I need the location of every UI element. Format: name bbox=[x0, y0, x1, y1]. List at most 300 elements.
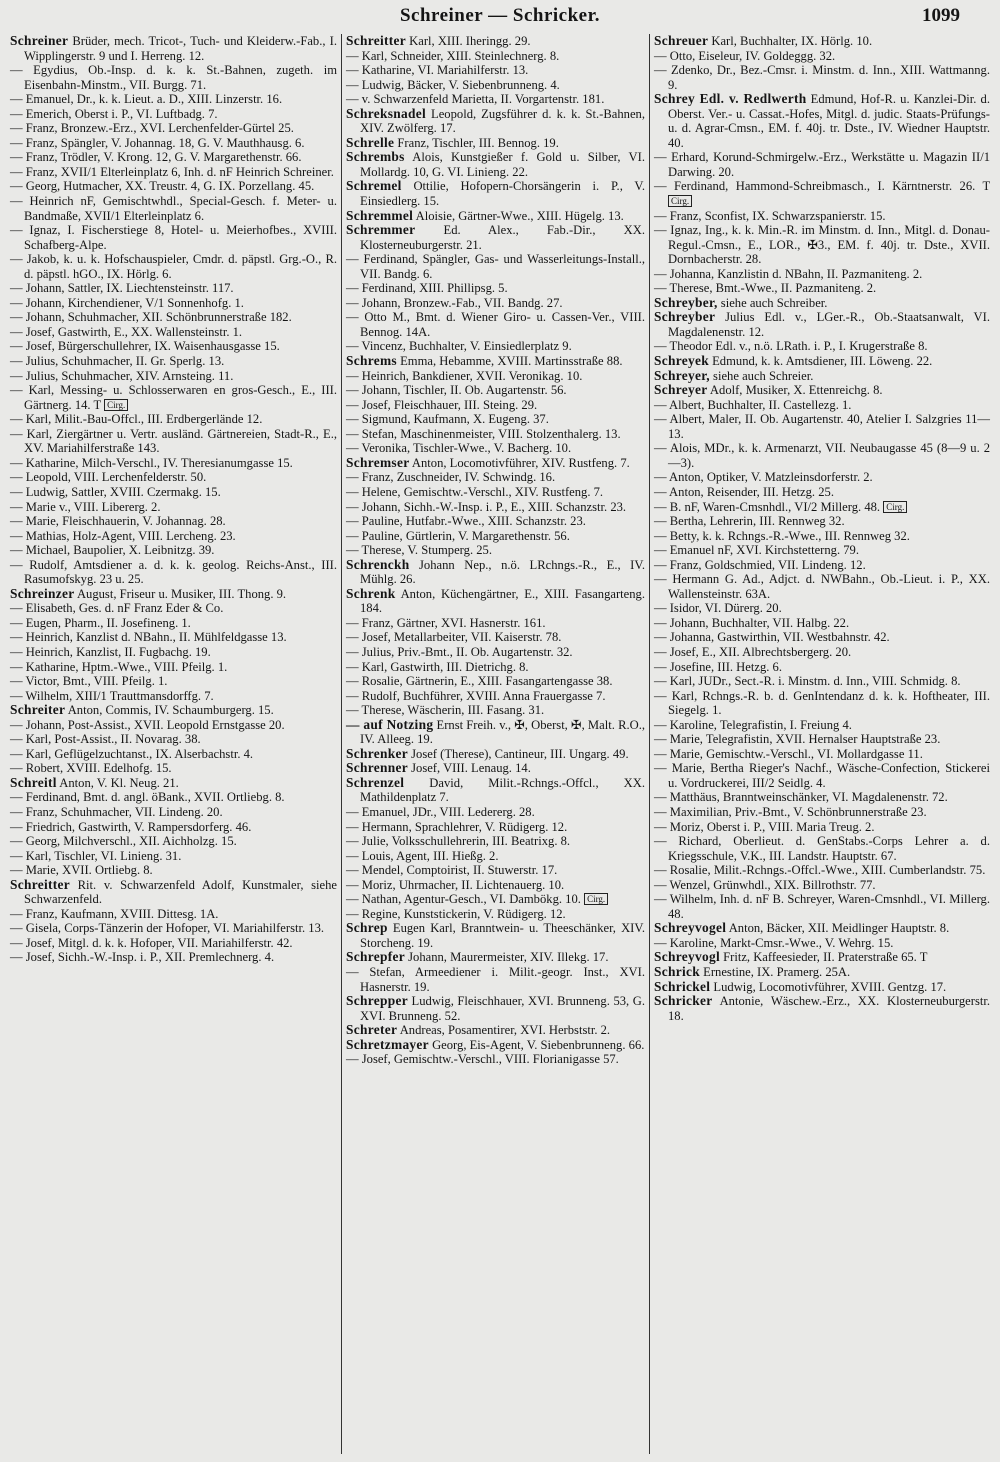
entry-text: — Johann, Sattler, IX. Liechtensteinstr. 117. bbox=[10, 281, 234, 296]
entry-text: — Ludwig, Bäcker, V. Siebenbrunneng. 4. bbox=[346, 77, 560, 92]
entry-text: — Ignaz, I. Fischerstiege 8, Hotel- u. Meierhofbes., XVIII. Schafberg-Alpe. bbox=[10, 223, 337, 252]
entry-text: — Heinrich, Kanzlist, II. Fugbachg. 19. bbox=[10, 644, 211, 659]
directory-entry bbox=[346, 834, 645, 849]
directory-entry bbox=[346, 354, 645, 369]
directory-entry bbox=[10, 820, 337, 835]
entry-surname: Schrick bbox=[654, 964, 700, 979]
directory-entry bbox=[654, 820, 990, 835]
directory-entry bbox=[654, 354, 990, 369]
entry-text: — Heinrich nF, Gemischtwhdl., Special-Gesch. f. Meter- u. Bandmaße, XVII/1 Elterleinplatz 6. bbox=[10, 194, 337, 223]
directory-entry bbox=[346, 383, 645, 398]
directory-entry bbox=[10, 427, 337, 456]
entry-text: — B. nF, Waren-Cmsnhdl., VI/2 Millerg. 48. bbox=[654, 499, 881, 514]
directory-entry bbox=[10, 194, 337, 223]
directory-entry bbox=[654, 936, 990, 951]
directory-entry bbox=[10, 849, 337, 864]
cirg-badge: Cirg. bbox=[104, 399, 128, 411]
directory-entry bbox=[10, 136, 337, 151]
directory-entry bbox=[346, 441, 645, 456]
entry-text: Ottilie, Hofopern-Chorsängerin i. P., V. Einsiedlerg. 15. bbox=[360, 179, 645, 209]
entry-text: — Otto M., Bmt. d. Wiener Giro- u. Cassen-Ver., VIII. Bennog. 14A. bbox=[346, 310, 645, 339]
entry-text: — Franz, Gärtner, XVI. Hasnerstr. 161. bbox=[346, 615, 546, 630]
directory-entry bbox=[10, 165, 337, 180]
entry-text: — Karoline, Telegrafistin, I. Freiung 4. bbox=[654, 717, 852, 732]
entry-text: — Julius, Schuhmacher, II. Gr. Sperlg. 13. bbox=[10, 354, 225, 369]
entry-text: Ernst Freih. v., ✠, Oberst, ✠, Malt. R.O., IV. Alleeg. 19. bbox=[360, 717, 646, 747]
entry-text: Edmund, Hof-R. u. Kanzlei-Dir. d. Oberst. Ver.- u. Cassat.-Hofes, Mitgl. d. judic. Staats-Prüfungs- u. d. Agrar-Cmsn., EM. f. 40j. tr. Dste., IV. Wiedner Hauptstr. 40. bbox=[668, 92, 990, 150]
page-number: 1099 bbox=[922, 5, 960, 26]
directory-entry bbox=[346, 747, 645, 762]
entry-text: — Hermann G. Ad., Adjct. d. NWBahn., Ob.-Lieut. i. P., XX. Wallensteinstr. 63A. bbox=[654, 572, 990, 601]
entry-text: — Marie, Bertha Rieger's Nachf., Wäsche-Confection, Stickerei u. Vordruckerei, III/2 Seidlg. 4. bbox=[654, 761, 990, 790]
page-header bbox=[0, 0, 1000, 34]
directory-entry bbox=[10, 281, 337, 296]
entry-surname: Schremmel bbox=[346, 207, 414, 223]
directory-entry bbox=[346, 456, 645, 471]
entry-surname: Schremmer bbox=[346, 222, 416, 238]
directory-entry bbox=[10, 878, 337, 907]
entry-surname: Schreitl bbox=[10, 774, 57, 790]
entry-text: — Karl, Schneider, XIII. Steinlechnerg. 8. bbox=[346, 48, 560, 63]
entry-text: — Johanna, Kanzlistin d. NBahn, II. Pazmaniteng. 2. bbox=[654, 266, 923, 281]
directory-entry bbox=[346, 1023, 645, 1038]
directory-entry bbox=[10, 863, 337, 878]
directory-entry bbox=[346, 529, 645, 544]
entry-text: — Johann, Post-Assist., XVII. Leopold Ernstgasse 20. bbox=[10, 717, 285, 732]
entry-text: — Stefan, Armeediener i. Milit.-geogr. Inst., XVI. Hasnerstr. 19. bbox=[346, 965, 645, 994]
directory-entry bbox=[10, 921, 337, 936]
entry-text: — Bertha, Lehrerin, III. Rennweg 32. bbox=[654, 514, 845, 529]
running-title: Schreiner — Schricker. bbox=[399, 5, 601, 26]
directory-columns bbox=[6, 34, 994, 1454]
entry-text: Antonie, Wäschew.-Erz., XX. Klosterneuburgerstr. 18. bbox=[668, 994, 990, 1023]
entry-surname: Schrelle bbox=[346, 134, 395, 150]
directory-entry bbox=[346, 296, 645, 311]
entry-text: — Robert, XVIII. Edelhofg. 15. bbox=[10, 761, 172, 776]
directory-entry bbox=[346, 761, 645, 776]
entry-text: Franz, Tischler, III. Bennog. 19. bbox=[394, 135, 559, 150]
directory-entry bbox=[654, 92, 990, 150]
entry-surname: Schrey Edl. v. Redlwerth bbox=[654, 91, 807, 107]
column-2 bbox=[342, 34, 650, 1454]
entry-text: — Karl, Tischler, VI. Linieng. 31. bbox=[10, 848, 182, 863]
directory-entry bbox=[346, 674, 645, 689]
entry-text: — Julie, Volksschullehrerin, III. Beatrixg. 8. bbox=[346, 834, 571, 849]
entry-text: — Richard, Oberlieut. d. GenStabs.-Corps Lehrer a. d. Kriegsschule, V.K., III. Landstr. Hauptstr. 67. bbox=[654, 834, 990, 863]
entry-text: — Albert, Buchhalter, II. Castellezg. 1. bbox=[654, 397, 852, 412]
entry-surname: Schreiner bbox=[10, 34, 69, 48]
directory-entry bbox=[10, 456, 337, 471]
entry-text: — Matthäus, Branntweinschänker, VI. Magdalenenstr. 72. bbox=[654, 790, 948, 805]
directory-entry bbox=[10, 834, 337, 849]
directory-entry bbox=[346, 209, 645, 224]
directory-entry bbox=[654, 383, 990, 398]
directory-entry bbox=[10, 325, 337, 340]
directory-entry bbox=[10, 907, 337, 922]
directory-entry bbox=[654, 805, 990, 820]
directory-entry bbox=[10, 485, 337, 500]
entry-text: — Stefan, Maschinenmeister, VIII. Stolzenthalerg. 13. bbox=[346, 426, 621, 441]
directory-entry bbox=[654, 732, 990, 747]
directory-entry bbox=[10, 747, 337, 762]
cirg-badge: Cirg. bbox=[668, 195, 692, 207]
entry-text: — Johanna, Gastwirthin, VII. Westbahnstr. 42. bbox=[654, 630, 890, 645]
directory-entry bbox=[10, 150, 337, 165]
entry-text: — Ferdinand, Spängler, Gas- und Wasserleitungs-Install., VII. Bandg. 6. bbox=[346, 252, 645, 281]
entry-text: — Egydius, Ob.-Insp. d. k. k. St.-Bahnen, zugeth. im Eisenbahn-Minstm., VII. Burgg. 71. bbox=[10, 63, 337, 92]
directory-entry bbox=[654, 878, 990, 893]
directory-entry bbox=[346, 703, 645, 718]
entry-surname: — auf Notzing bbox=[346, 716, 434, 732]
directory-entry bbox=[654, 965, 990, 980]
entry-text: — Moriz, Oberst i. P., VIII. Maria Treug. 2. bbox=[654, 819, 875, 834]
directory-entry bbox=[10, 252, 337, 281]
entry-text: — Wilhelm, Inh. d. nF B. Schreyer, Waren-Cmsnhdl., VI. Millerg. 48. bbox=[654, 892, 990, 921]
directory-entry bbox=[654, 369, 990, 384]
entry-text: — Karl, Milit.-Bau-Offcl., III. Erdbergerlände 12. bbox=[10, 412, 263, 427]
entry-text: — Franz, Spängler, V. Johannag. 18, G. V. Mauthhausg. 6. bbox=[10, 135, 305, 150]
entry-text: — Rudolf, Amtsdiener a. d. k. k. geolog. Reichs-Anst., III. Rasumofskyg. 23 u. 25. bbox=[10, 557, 337, 587]
directory-entry bbox=[346, 252, 645, 281]
directory-entry bbox=[654, 660, 990, 675]
entry-text: — Ludwig, Sattler, XVIII. Czermakg. 15. bbox=[10, 484, 221, 499]
entry-text: Anton, Locomotivführer, XIV. Rustfeng. 7. bbox=[409, 455, 630, 470]
entry-surname: Schrembs bbox=[346, 149, 405, 165]
entry-text: — Karl, Geflügelzuchtanst., IX. Alserbachstr. 4. bbox=[10, 746, 254, 761]
entry-text: — Veronika, Tischler-Wwe., V. Bacherg. 10. bbox=[346, 441, 572, 456]
entry-text: Georg, Eis-Agent, V. Siebenbrunneng. 66. bbox=[428, 1037, 645, 1052]
entry-text: — Marie, XVII. Ortliebg. 8. bbox=[10, 863, 153, 878]
entry-text: Johann, Maurermeister, XIV. Illekg. 17. bbox=[404, 950, 609, 965]
directory-entry bbox=[10, 674, 337, 689]
entry-text: — v. Schwarzenfeld Marietta, II. Vorgartenstr. 181. bbox=[346, 92, 605, 107]
directory-entry bbox=[10, 950, 337, 965]
directory-entry bbox=[654, 630, 990, 645]
directory-entry bbox=[346, 892, 645, 907]
entry-text: — Therese, V. Stumperg. 25. bbox=[346, 543, 492, 558]
entry-text: — Josef, Sichh.-W.-Insp. i. P., XII. Premlechnerg. 4. bbox=[10, 950, 275, 965]
directory-entry bbox=[346, 1052, 645, 1067]
directory-entry bbox=[346, 427, 645, 442]
directory-entry bbox=[654, 572, 990, 601]
directory-entry bbox=[10, 514, 337, 529]
entry-text: Anton, Commis, IV. Schaumburgerg. 15. bbox=[65, 703, 274, 718]
entry-text: Ed. Alex., Fab.-Dir., XX. Klosterneuburgerstr. 21. bbox=[360, 223, 645, 252]
entry-text: Karl, Buchhalter, IX. Hörlg. 10. bbox=[708, 34, 873, 48]
entry-surname: Schreitter bbox=[346, 34, 407, 48]
entry-text: Julius Edl. v., LGer.-R., Ob.-Staatsanwalt, VI. Magdalenenstr. 12. bbox=[668, 310, 990, 339]
directory-entry bbox=[654, 616, 990, 631]
directory-entry bbox=[10, 689, 337, 704]
entry-surname: Schreyer, bbox=[654, 367, 710, 383]
entry-text: — Pauline, Hutfabr.-Wwe., XIII. Schanzstr. 23. bbox=[346, 514, 586, 529]
entry-text: Karl, XIII. Iheringg. 29. bbox=[406, 34, 531, 48]
entry-text: — Johann, Buchhalter, VII. Halbg. 22. bbox=[654, 615, 850, 630]
entry-text: — Alois, MDr., k. k. Armenarzt, VII. Neubaugasse 45 (8—9 u. 2—3). bbox=[654, 441, 990, 470]
entry-text: Johann Nep., n.ö. LRchngs.-R., E., IV. Mühlg. 26. bbox=[360, 557, 645, 587]
entry-text: — Anton, Optiker, V. Matzleinsdorferstr. 2. bbox=[654, 470, 873, 485]
directory-entry bbox=[654, 34, 990, 49]
directory-entry bbox=[346, 805, 645, 820]
directory-entry bbox=[654, 267, 990, 282]
entry-text: — Marie, Gemischtw.-Verschl., VI. Mollardgasse 11. bbox=[654, 746, 923, 761]
entry-text: — Katharine, VI. Mariahilferstr. 13. bbox=[346, 63, 529, 78]
directory-entry bbox=[346, 616, 645, 631]
entry-text: siehe auch Schreier. bbox=[709, 368, 814, 383]
entry-text: — Georg, Milchverschl., XII. Aichholzg. 15. bbox=[10, 834, 237, 849]
directory-entry bbox=[346, 63, 645, 78]
entry-text: — Pauline, Gürtlerin, V. Margarethenstr. 56. bbox=[346, 528, 570, 543]
directory-entry bbox=[10, 63, 337, 92]
entry-text: — Zdenko, Dr., Bez.-Cmsr. i. Minstm. d. Inn., XIII. Wattmanng. 9. bbox=[654, 63, 990, 92]
entry-text: — Josef, Bürgerschullehrer, IX. Waisenhausgasse 15. bbox=[10, 339, 280, 354]
entry-text: — Johann, Sichh.-W.-Insp. i. P., E., XIII. Schanzstr. 23. bbox=[346, 499, 627, 514]
entry-text: — Friedrich, Gastwirth, V. Rampersdorferg. 46. bbox=[10, 819, 252, 834]
entry-text: — Sigmund, Kaufmann, X. Eugeng. 37. bbox=[346, 412, 549, 427]
entry-text: siehe auch Schreiber. bbox=[717, 295, 828, 310]
directory-entry bbox=[10, 107, 337, 122]
entry-surname: Schrenk bbox=[346, 585, 396, 601]
entry-text: Brüder, mech. Tricot-, Tuch- und Kleiderw.-Fab., I. Wipplingerstr. 9 und I. Herreng. 12. bbox=[24, 34, 337, 63]
directory-entry bbox=[10, 470, 337, 485]
entry-text: Emma, Hebamme, XVIII. Martinsstraße 88. bbox=[396, 354, 623, 369]
entry-surname: Schrenzel bbox=[346, 774, 405, 790]
entry-text: — Leopold, VIII. Lerchenfelderstr. 50. bbox=[10, 470, 207, 485]
entry-surname: Schremel bbox=[346, 178, 402, 194]
entry-text: — Julius, Schuhmacher, XIV. Arnsteing. 11. bbox=[10, 368, 234, 383]
entry-text: — Therese, Bmt.-Wwe., II. Pazmaniteng. 2. bbox=[654, 281, 877, 296]
entry-text: Andreas, Posamentirer, XVI. Herbststr. 2. bbox=[397, 1023, 611, 1038]
entry-surname: Schreiter bbox=[10, 702, 66, 718]
entry-text: Josef (Therese), Cantineur, III. Ungarg. 49. bbox=[407, 746, 629, 761]
entry-text: — Helene, Gemischtw.-Verschl., XIV. Rustfeng. 7. bbox=[346, 484, 604, 499]
entry-text: — Emerich, Oberst i. P., VI. Luftbadg. 7. bbox=[10, 106, 218, 121]
entry-surname: Schrenker bbox=[346, 745, 408, 761]
entry-text: — Heinrich, Kanzlist d. NBahn., II. Mühlfeldgasse 13. bbox=[10, 630, 287, 645]
entry-text: — Franz, Trödler, V. Krong. 12, G. V. Margarethenstr. 66. bbox=[10, 150, 302, 165]
entry-surname: Schrenner bbox=[346, 760, 408, 776]
entry-text: — Victor, Bmt., VIII. Pfeilg. 1. bbox=[10, 674, 168, 689]
directory-entry bbox=[346, 863, 645, 878]
directory-entry bbox=[346, 776, 645, 805]
directory-entry bbox=[654, 892, 990, 921]
directory-entry bbox=[346, 179, 645, 208]
directory-entry bbox=[346, 878, 645, 893]
directory-entry bbox=[346, 398, 645, 413]
directory-entry bbox=[10, 310, 337, 325]
entry-text: — Michael, Baupolier, X. Leibnitzg. 39. bbox=[10, 543, 215, 558]
directory-entry bbox=[654, 150, 990, 179]
entry-text: — Jakob, k. u. k. Hofschauspieler, Cmdr. d. päpstl. Grg.-O., R. d. päpstl. hGO., IX. Hörlg. 6. bbox=[10, 252, 337, 281]
entry-surname: Schreter bbox=[346, 1022, 398, 1038]
entry-text: — Isidor, VI. Dürerg. 20. bbox=[654, 601, 782, 616]
entry-text: Alois, Kunstgießer f. Gold u. Silber, VI. Mollardg. 10, G. VI. Linieng. 22. bbox=[360, 150, 645, 179]
directory-entry bbox=[10, 761, 337, 776]
entry-text: David, Milit.-Rchngs.-Offcl., XX. Mathildenplatz 7. bbox=[360, 775, 645, 805]
cirg-badge: Cirg. bbox=[584, 893, 608, 905]
entry-text: Anton, Küchengärtner, E., XIII. Fasangarteng. 184. bbox=[360, 586, 645, 616]
directory-entry bbox=[654, 223, 990, 267]
directory-entry bbox=[654, 296, 990, 311]
entry-text: — Emanuel, Dr., k. k. Lieut. a. D., XIII. Linzerstr. 16. bbox=[10, 92, 283, 107]
entry-text: — Marie, Telegrafistin, XVII. Hernalser Hauptstraße 23. bbox=[654, 732, 941, 747]
entry-text: — Karl, Ziergärtner u. Vertr. ausländ. Gärtnereien, Stadt-R., E., XV. Mariahilferstraße 143. bbox=[10, 426, 337, 456]
entry-text: — Moriz, Uhrmacher, II. Lichtenauerg. 10. bbox=[346, 877, 565, 892]
entry-text: — Elisabeth, Ges. d. nF Franz Eder & Co. bbox=[10, 601, 224, 616]
directory-entry bbox=[654, 339, 990, 354]
directory-entry bbox=[346, 34, 645, 49]
directory-entry bbox=[346, 543, 645, 558]
entry-text: Eugen Karl, Branntwein- u. Theeschänker, XIV. Storcheng. 19. bbox=[360, 921, 645, 950]
entry-text: Anton, V. Kl. Neug. 21. bbox=[56, 775, 179, 790]
directory-entry bbox=[10, 732, 337, 747]
directory-entry bbox=[346, 514, 645, 529]
entry-surname: Schreyber, bbox=[654, 294, 718, 310]
directory-entry bbox=[346, 49, 645, 64]
directory-entry bbox=[10, 616, 337, 631]
entry-text: — Katharine, Hptm.-Wwe., VIII. Pfeilg. 1. bbox=[10, 659, 228, 674]
directory-entry bbox=[346, 587, 645, 616]
entry-text: — Josef, Metallarbeiter, VII. Kaiserstr. 78. bbox=[346, 630, 562, 645]
directory-entry bbox=[654, 674, 990, 689]
entry-text: — Otto, Eiseleur, IV. Goldeggg. 32. bbox=[654, 48, 836, 63]
directory-entry bbox=[654, 529, 990, 544]
directory-entry bbox=[10, 223, 337, 252]
entry-text: — Eugen, Pharm., II. Josefineng. 1. bbox=[10, 615, 191, 630]
entry-text: — Ignaz, Ing., k. k. Min.-R. im Minstm. d. Inn., Mitgl. d. Donau-Regul.-Cmsn., E., LOR., ✠3., EM. f. 40j. tr. Dste., XVII. Dornbacherstr. 28. bbox=[654, 223, 990, 267]
entry-surname: Schrenckh bbox=[346, 556, 410, 572]
directory-entry bbox=[346, 107, 645, 136]
entry-surname: Schrepper bbox=[346, 993, 408, 1009]
directory-entry bbox=[654, 179, 990, 208]
directory-entry bbox=[10, 630, 337, 645]
directory-entry bbox=[10, 296, 337, 311]
entry-text: — Josef, Fleischhauer, III. Steing. 29. bbox=[346, 397, 538, 412]
entry-text: — Johann, Tischler, II. Ob. Augartenstr. 56. bbox=[346, 383, 567, 398]
directory-entry bbox=[654, 790, 990, 805]
directory-entry bbox=[10, 790, 337, 805]
entry-surname: Schrickel bbox=[654, 978, 711, 994]
entry-text: — Emanuel, JDr., VIII. Ledererg. 28. bbox=[346, 804, 535, 819]
directory-entry bbox=[346, 849, 645, 864]
entry-text: — Therese, Wäscherin, III. Fasang. 31. bbox=[346, 703, 545, 718]
entry-text: Aloisie, Gärtner-Wwe., XIII. Hügelg. 13. bbox=[413, 208, 624, 223]
directory-entry bbox=[10, 645, 337, 660]
entry-text: — Josef, Gemischtw.-Verschl., VIII. Florianigasse 57. bbox=[346, 1052, 619, 1067]
directory-entry bbox=[10, 718, 337, 733]
directory-entry bbox=[346, 1038, 645, 1053]
entry-surname: Schreyvogel bbox=[654, 920, 727, 936]
entry-surname: Schreyber bbox=[654, 309, 716, 325]
entry-text: — Franz, Bronzew.-Erz., XVI. Lerchenfelder-Gürtel 25. bbox=[10, 121, 294, 136]
directory-entry bbox=[654, 441, 990, 470]
entry-text: — Ferdinand, XIII. Phillipsg. 5. bbox=[346, 281, 508, 296]
entry-text: — Katharine, Milch-Verschl., IV. Theresianumgasse 15. bbox=[10, 455, 293, 470]
directory-entry bbox=[10, 92, 337, 107]
directory-entry bbox=[10, 369, 337, 384]
directory-entry bbox=[346, 994, 645, 1023]
directory-entry bbox=[654, 863, 990, 878]
entry-text: Rit. v. Schwarzenfeld Adolf, Kunstmaler, siehe Schwarzenfeld. bbox=[24, 877, 337, 907]
directory-entry bbox=[10, 121, 337, 136]
entry-surname: Schreyek bbox=[654, 353, 709, 369]
directory-entry bbox=[346, 150, 645, 179]
directory-entry bbox=[346, 645, 645, 660]
entry-text: — Emanuel nF, XVI. Kirchstetterng. 79. bbox=[654, 543, 859, 558]
directory-entry bbox=[10, 587, 337, 602]
directory-entry bbox=[654, 485, 990, 500]
directory-entry bbox=[654, 209, 990, 224]
entry-text: — Maximilian, Priv.-Bmt., V. Schönbrunnerstraße 23. bbox=[654, 804, 927, 819]
directory-entry bbox=[654, 63, 990, 92]
directory-entry bbox=[654, 834, 990, 863]
directory-entry bbox=[346, 485, 645, 500]
entry-text: — Karl, JUDr., Sect.-R. i. Minstm. d. Inn., VIII. Schmidg. 8. bbox=[654, 674, 961, 689]
directory-entry bbox=[346, 369, 645, 384]
directory-entry bbox=[654, 921, 990, 936]
directory-entry bbox=[654, 412, 990, 441]
entry-text: — Betty, k. k. Rchngs.-R.-Wwe., III. Rennweg 32. bbox=[654, 528, 910, 543]
entry-text: — Johann, Bronzew.-Fab., VII. Bandg. 27. bbox=[346, 295, 563, 310]
directory-entry bbox=[10, 936, 337, 951]
entry-surname: Schretzmayer bbox=[346, 1036, 429, 1052]
entry-surname: Schrems bbox=[346, 353, 397, 369]
directory-entry bbox=[346, 921, 645, 950]
directory-entry bbox=[654, 645, 990, 660]
entry-text: — Josef, Gastwirth, E., XX. Wallensteinstr. 1. bbox=[10, 324, 243, 339]
directory-entry bbox=[346, 558, 645, 587]
directory-entry bbox=[10, 339, 337, 354]
entry-text: — Johann, Schuhmacher, XII. Schönbrunnerstraße 182. bbox=[10, 310, 292, 325]
directory-entry bbox=[654, 950, 990, 965]
entry-text: — Franz, Sconfist, IX. Schwarzspanierstr. 15. bbox=[654, 208, 886, 223]
directory-entry bbox=[654, 601, 990, 616]
directory-entry bbox=[346, 78, 645, 93]
directory-entry bbox=[10, 543, 337, 558]
entry-surname: Schreyer bbox=[654, 382, 708, 398]
entry-text: — Franz, Goldschmied, VII. Lindeng. 12. bbox=[654, 557, 866, 572]
entry-text: — Karl, Gastwirth, III. Dietrichg. 8. bbox=[346, 659, 529, 674]
entry-text: — Karl, Messing- u. Schlosserwaren en gros-Gesch., E., III. Gärtnerg. 14. T bbox=[10, 383, 337, 412]
entry-text: — Heinrich, Bankdiener, XVII. Veronikag. 10. bbox=[346, 368, 583, 383]
directory-entry bbox=[10, 383, 337, 412]
directory-entry bbox=[654, 49, 990, 64]
directory-entry bbox=[346, 310, 645, 339]
entry-text: Anton, Bäcker, XII. Meidlinger Hauptstr. 8. bbox=[726, 921, 950, 936]
directory-entry bbox=[10, 776, 337, 791]
directory-entry bbox=[654, 747, 990, 762]
directory-entry bbox=[654, 718, 990, 733]
entry-text: — Anton, Reisender, III. Hetzg. 25. bbox=[654, 484, 834, 499]
directory-entry bbox=[346, 500, 645, 515]
directory-entry bbox=[10, 179, 337, 194]
directory-entry bbox=[10, 500, 337, 515]
entry-text: — Johann, Kirchendiener, V/1 Sonnenhofg. 1. bbox=[10, 295, 244, 310]
directory-entry bbox=[346, 136, 645, 151]
entry-surname: Schreksnadel bbox=[346, 105, 426, 121]
entry-surname: Schricker bbox=[654, 993, 713, 1009]
entry-text: — Albert, Maler, II. Ob. Augartenstr. 40, Atelier I. Salzgries 11—13. bbox=[654, 412, 990, 441]
entry-text: — Louis, Agent, III. Hießg. 2. bbox=[346, 848, 499, 863]
directory-entry bbox=[10, 703, 337, 718]
entry-text: — Erhard, Korund-Schmirgelw.-Erz., Werkstätte u. Magazin II/1 Darwing. 20. bbox=[654, 150, 990, 179]
entry-text: — Franz, XVII/1 Elterleinplatz 6, Inh. d. nF Heinrich Schreiner. bbox=[10, 164, 334, 179]
entry-text: — Vincenz, Buchhalter, V. Einsiedlerplatz 9. bbox=[346, 339, 572, 354]
entry-text: August, Friseur u. Musiker, III. Thong. 9. bbox=[74, 586, 287, 601]
entry-text: Adolf, Musiker, X. Ettenreichg. 8. bbox=[707, 383, 883, 398]
directory-entry bbox=[10, 529, 337, 544]
entry-text: Ludwig, Locomotivführer, XVIII. Gentzg. 17. bbox=[710, 979, 947, 994]
